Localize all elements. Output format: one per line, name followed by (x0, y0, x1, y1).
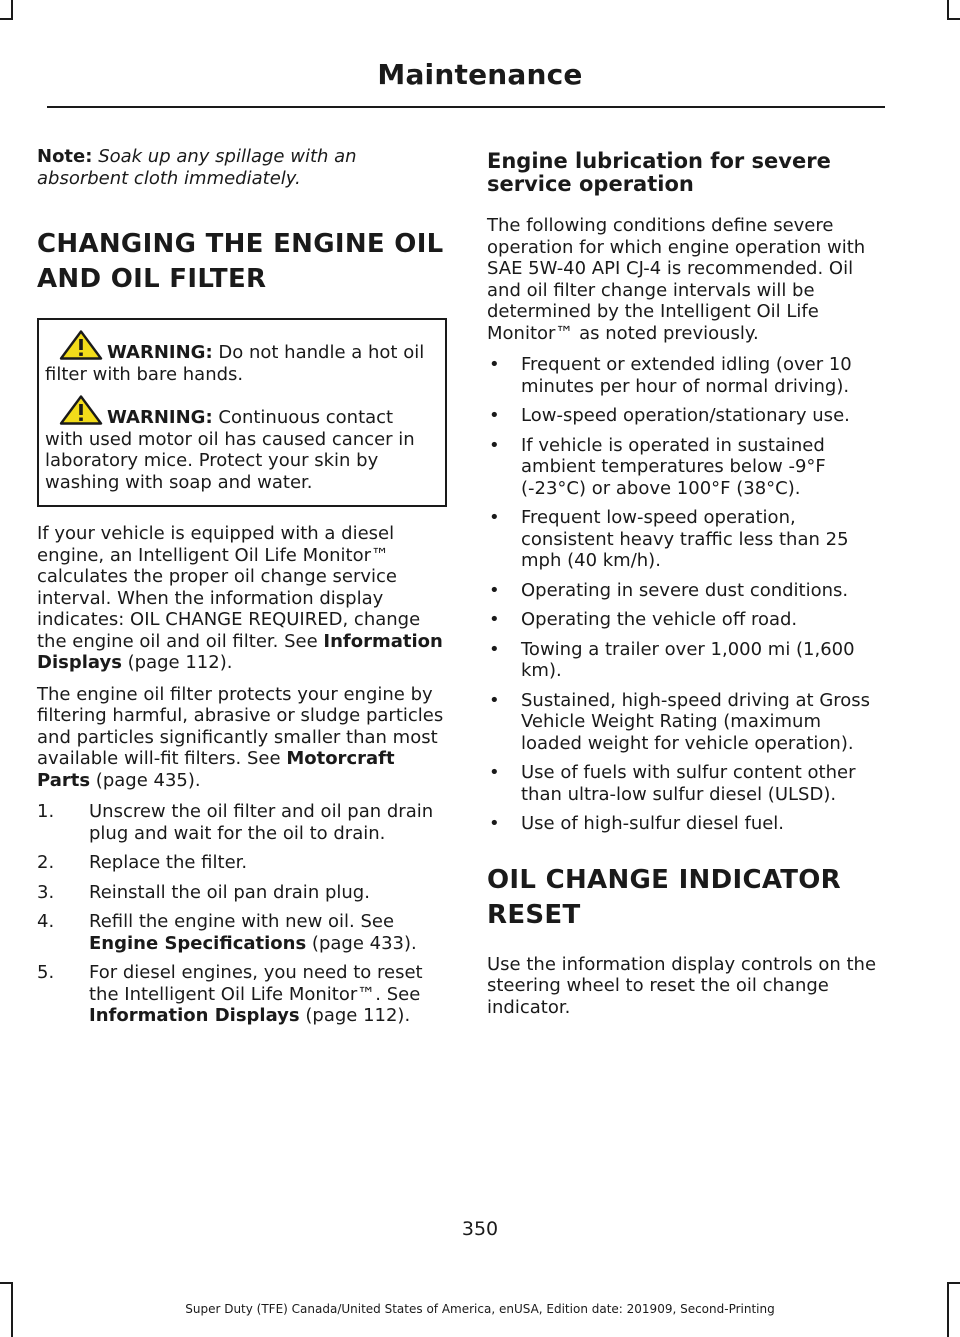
step-number: 2. (37, 852, 55, 873)
page-number: 350 (461, 1218, 499, 1240)
step-number: 1. (37, 801, 55, 822)
section-heading-line-1: CHANGING THE ENGINE OIL (37, 229, 444, 259)
procedure-step (37, 962, 447, 1027)
cross-reference-link[interactable]: Engine Specifications (89, 932, 307, 954)
cross-reference-link[interactable]: Information Displays (37, 630, 443, 673)
procedure-step (37, 852, 447, 874)
section-heading-line-1: OIL CHANGE INDICATOR (487, 864, 842, 895)
list-item: • Low-speed operation/stationary use. (487, 405, 879, 427)
section-heading-line-2: AND OIL FILTER (37, 264, 267, 294)
list-item: • Towing a trailer over 1,000 mi (1,600 km). (487, 639, 879, 682)
crop-mark-bottom-right-h (947, 1282, 960, 1284)
step-number: 5. (37, 962, 55, 983)
severe-conditions-list (487, 354, 879, 835)
list-item: • Frequent low-speed operation, consistent heavy traffic less than 25 mph (40 km/h). (487, 507, 879, 572)
paragraph-text: If your vehicle is equipped with a diesel engine, an Intelligent Oil Life Monitor™ calculates the proper oil change service interval. When the information display indicates: OIL CHANGE REQUIRED, change the engine oil and oil filter. See (37, 523, 421, 652)
cross-reference-link[interactable]: Motorcraft Parts (37, 748, 395, 791)
cross-reference-page: (page 435). (95, 769, 201, 791)
section-heading-oil-change-reset (487, 865, 879, 930)
warning-triangle-icon (59, 330, 103, 360)
warning-box (37, 318, 447, 507)
note-paragraph (37, 146, 447, 189)
note-text: Soak up any spillage with an absorbent cloth immediately. (37, 146, 357, 189)
procedure-step (37, 911, 447, 954)
list-item: • Sustained, high-speed driving at Gross Vehicle Weight Rating (maximum loaded weight for vehicle operation). (487, 690, 879, 755)
right-column (487, 146, 879, 1028)
warning-hot-filter (45, 330, 437, 385)
crop-mark-top-right-h (947, 18, 960, 20)
section-heading-changing-oil (37, 229, 447, 294)
warning-text: Do not handle a hot oil filter with bare hands. (45, 342, 425, 385)
page-header-title: Maintenance (377, 58, 583, 91)
list-item: • If vehicle is operated in sustained ambient temperatures below -9°F (-23°C) or above 100°F (38°C). (487, 435, 879, 500)
list-item: • Operating the vehicle off road. (487, 609, 879, 631)
crop-mark-top-left-v (11, 0, 13, 20)
diesel-oil-life-paragraph (37, 523, 447, 674)
procedure-steps (37, 801, 447, 1027)
severe-service-paragraph: The following conditions define severe operation for which engine operation with SAE 5W-40 API CJ-4 is recommended. Oil and oil filter change intervals will be determined by the Intelligent Oil Life Monitor™ as noted previously. (487, 215, 866, 344)
subheading-severe-service: Engine lubrication for severe service operation (487, 149, 831, 196)
warning-motor-oil (45, 395, 437, 493)
header-rule (47, 106, 885, 108)
cross-reference-page: (page 112). (127, 652, 233, 673)
list-item: • Use of fuels with sulfur content other than ultra-low sulfur diesel (ULSD). (487, 762, 879, 805)
page-footer: Super Duty (TFE) Canada/United States of America, enUSA, Edition date: 201909, Second-Printing (185, 1302, 775, 1316)
crop-mark-top-right-v (947, 0, 949, 20)
cross-reference-page: (page 433). (311, 932, 417, 954)
section-heading-line-2: RESET (487, 899, 581, 930)
step-text: Unscrew the oil filter and oil pan drain plug and wait for the oil to drain. (89, 801, 434, 844)
crop-mark-top-left-h (0, 18, 13, 20)
list-item: • Use of high-sulfur diesel fuel. (487, 813, 879, 835)
oil-filter-paragraph (37, 684, 447, 792)
warning-label: WARNING: (107, 342, 213, 363)
step-text: Replace the filter. (89, 852, 248, 873)
procedure-step (37, 882, 447, 904)
step-text: Reinstall the oil pan drain plug. (89, 881, 370, 903)
reset-paragraph: Use the information display controls on the steering wheel to reset the oil change indicator. (487, 953, 877, 1018)
cross-reference-page: (page 112). (305, 1005, 411, 1026)
warning-text: Continuous contact with used motor oil has caused cancer in laboratory mice. Protect your skin by washing with soap and water. (45, 407, 415, 493)
step-text: Refill the engine with new oil. See (89, 911, 395, 932)
warning-triangle-icon (59, 395, 103, 425)
note-label: Note: (37, 146, 93, 167)
paragraph-text: The engine oil filter protects your engine by filtering harmful, abrasive or sludge particles and particles significantly smaller than most available will-fit filters. See (37, 683, 444, 769)
crop-mark-bottom-left-h (0, 1282, 13, 1284)
list-item: • Frequent or extended idling (over 10 minutes per hour of normal driving). (487, 354, 879, 397)
cross-reference-link[interactable]: Information Displays (89, 1005, 300, 1026)
step-number: 4. (37, 911, 55, 932)
list-item: • Operating in severe dust conditions. (487, 580, 879, 602)
left-column (37, 146, 447, 1035)
warning-label: WARNING: (107, 407, 213, 428)
procedure-step (37, 801, 447, 844)
step-number: 3. (37, 881, 55, 903)
step-text: For diesel engines, you need to reset the Intelligent Oil Life Monitor™. See (89, 962, 423, 1005)
